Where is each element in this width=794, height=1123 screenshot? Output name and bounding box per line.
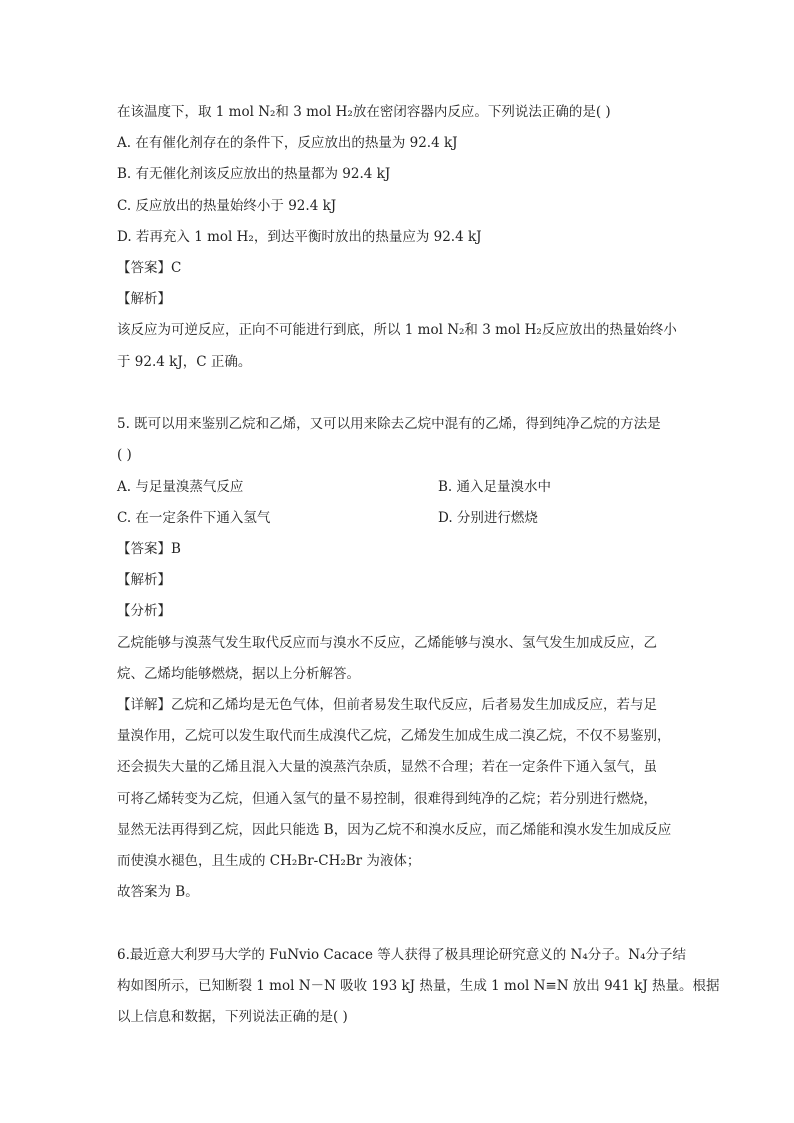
q5-option-d: D. 分别进行燃烧 (438, 510, 538, 526)
q4-option-d: D. 若再充入 1 mol H₂，到达平衡时放出的热量应为 92.4 kJ (117, 229, 482, 245)
q5-detail-line-3: 还会损失大量的乙烯且混入大量的溴蒸汽杂质，显然不合理；若在一定条件下通入氢气，虽 (117, 759, 657, 775)
q4-analysis-label: 【解析】 (117, 291, 171, 307)
q4-option-a: A. 在有催化剂存在的条件下，反应放出的热量为 92.4 kJ (117, 135, 458, 151)
q5-option-a: A. 与足量溴蒸气反应 (117, 479, 244, 495)
q5-fenxi-line-1: 乙烷能够与溴蒸气发生取代反应而与溴水不反应，乙烯能够与溴水、氢气发生加成反应，乙 (117, 635, 657, 651)
q4-analysis-line-2: 于 92.4 kJ，C 正确。 (117, 354, 252, 370)
q6-stem-line-1: 6.最近意大利罗马大学的 FuNvio Cacace 等人获得了极具理论研究意义的 N₄分子。N₄分子结 (117, 947, 686, 963)
q6-stem-line-2: 构如图所示，已知断裂 1 mol N－N 吸收 193 kJ 热量，生成 1 mol N≡N 放出 941 kJ 热量。根据 (117, 978, 720, 994)
q5-detail-line-6: 而使溴水褪色，且生成的 CH₂Br-CH₂Br 为液体； (117, 853, 421, 869)
q5-fenxi-label: 【分析】 (117, 603, 171, 619)
q5-detail-line-2: 量溴作用，乙烷可以发生取代而生成溴代乙烷，乙烯发生加成生成二溴乙烷，不仅不易鉴别， (117, 728, 671, 744)
q5-stem-line-1: 5. 既可以用来鉴别乙烷和乙烯，又可以用来除去乙烷中混有的乙烯，得到纯净乙烷的方法是 (117, 416, 661, 432)
q5-option-c: C. 在一定条件下通入氢气 (117, 510, 271, 526)
q5-fenxi-line-2: 烷、乙烯均能够燃烧，据以上分析解答。 (117, 666, 360, 682)
q4-option-b: B. 有无催化剂该反应放出的热量都为 92.4 kJ (117, 166, 391, 182)
q5-detail-line-4: 可将乙烯转变为乙烷，但通入氢气的量不易控制，很难得到纯净的乙烷；若分别进行燃烧， (117, 791, 657, 807)
q5-analysis-label: 【解析】 (117, 572, 171, 588)
q4-option-c: C. 反应放出的热量始终小于 92.4 kJ (117, 198, 337, 214)
q4-answer: 【答案】C (117, 260, 182, 276)
q4-stem: 在该温度下，取 1 mol N₂和 3 mol H₂放在密闭容器内反应。下列说法正确的是( ) (117, 104, 611, 120)
q5-detail-line-1: 【详解】乙烷和乙烯均是无色气体，但前者易发生取代反应，后者易发生加成反应，若与足 (117, 697, 657, 713)
q5-option-b: B. 通入足量溴水中 (438, 479, 552, 495)
q6-stem-line-3: 以上信息和数据，下列说法正确的是( ) (117, 1009, 348, 1025)
q5-answer: 【答案】B (117, 541, 181, 557)
q4-analysis-line-1: 该反应为可逆反应，正向不可能进行到底，所以 1 mol N₂和 3 mol H₂反应放出的热量始终小 (117, 322, 677, 338)
q5-conclusion: 故答案为 B。 (117, 884, 199, 900)
q5-detail-line-5: 显然无法再得到乙烷，因此只能选 B，因为乙烷不和溴水反应，而乙烯能和溴水发生加成反应 (117, 822, 672, 838)
q5-stem-line-2: ( ) (117, 447, 132, 463)
